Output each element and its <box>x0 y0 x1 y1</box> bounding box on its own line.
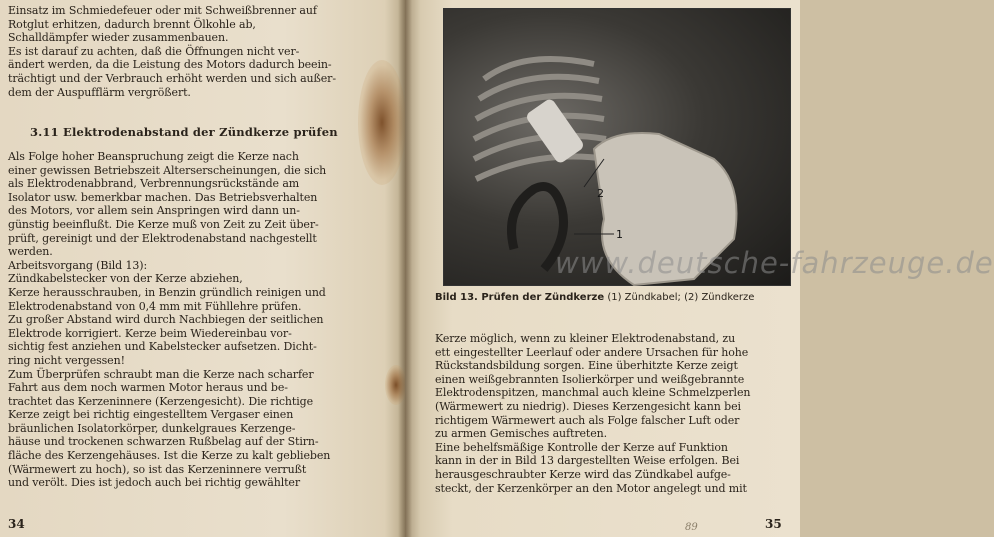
caption-legend: (1) Zündkabel; (2) Zündkerze <box>604 292 755 303</box>
text-line: des Motors, vor allem sein Anspringen wird dann un- <box>8 204 300 218</box>
text-line: fläche des Kerzengehäuses. Ist die Kerze zu kalt geblieben <box>8 449 331 463</box>
text-line: Es ist darauf zu achten, daß die Öffnungen nicht ver- <box>8 44 300 58</box>
text-line: Schalldämpfer wieder zusammenbauen. <box>8 31 229 45</box>
text-line: Zündkabelstecker von der Kerze abziehen, <box>8 272 243 286</box>
text-line: als Elektrodenabbrand, Verbrennungsrückstände am <box>8 177 300 191</box>
figure-caption <box>435 292 754 303</box>
text-line: einen weißgebrannten Isolierkörper und weißgebrannte <box>435 372 745 386</box>
text-line: zu armen Gemisches auftreten. <box>435 427 608 441</box>
text-line: Zum Überprüfen schraubt man die Kerze nach scharfer <box>8 367 314 381</box>
text-line: häuse und trockenen schwarzen Rußbelag auf der Stirn- <box>8 435 319 449</box>
page-number-left: 34 <box>8 517 25 531</box>
text-line: richtigem Wärmewert auch als Folge falscher Luft oder <box>435 413 740 427</box>
text-line: sichtig fest anziehen und Kabelstecker aufsetzen. Dicht- <box>8 340 317 354</box>
engine-photo-illustration <box>444 9 790 285</box>
text-line: Kerze möglich, wenn zu kleiner Elektrodenabstand, zu <box>435 332 736 345</box>
right-page <box>405 0 994 537</box>
text-line: Arbeitsvorgang (Bild 13): <box>8 258 148 272</box>
book-gutter <box>398 0 412 537</box>
text-line: Rückstandsbildung sorgen. Eine überhitzte Kerze zeigt <box>435 359 738 373</box>
section-heading: 3.11 Elektrodenabstand der Zündkerze prüfen <box>30 125 338 139</box>
text-line: kann in der in Bild 13 dargestellten Weise erfolgen. Bei <box>435 454 740 468</box>
figure-label-2: 2 <box>597 187 604 200</box>
text-line: bräunlichen Isolatorkörper, dunkelgraues Kerzenge- <box>8 421 296 435</box>
text-line: Zu großer Abstand wird durch Nachbiegen der seitlichen <box>8 313 324 327</box>
text-line: Rotglut erhitzen, dadurch brennt Ölkohle ab, <box>8 17 256 31</box>
figure-photo <box>443 8 791 286</box>
text-line: ett eingestellter Leerlauf oder andere Ursachen für hohe <box>435 345 749 359</box>
text-line: einer gewissen Betriebszeit Alterserscheinungen, die sich <box>8 163 327 177</box>
text-line: dem der Auspufflärm vergrößert. <box>8 85 191 99</box>
text-line: prüft, gereinigt und der Elektrodenabstand nachgestellt <box>8 231 317 245</box>
text-line: Elektrodenspitzen, manchmal auch kleine Schmelzperlen <box>435 386 751 400</box>
text-line: (Wärmewert zu niedrig). Dieses Kerzengesicht kann bei <box>435 399 741 413</box>
page-number-right: 35 <box>765 517 782 531</box>
text-line: Fahrt aus dem noch warmen Motor heraus und be- <box>8 381 288 395</box>
text-line: Elektrodenabstand von 0,4 mm mit Fühllehre prüfen. <box>8 299 302 313</box>
text-line: trächtigt und der Verbrauch erhöht werden und sich außer- <box>8 71 336 85</box>
text-line: günstig beeinflußt. Die Kerze muß von Zeit zu Zeit über- <box>8 217 319 231</box>
text-line: und verölt. Dies ist jedoch auch bei richtig gewählter <box>8 476 301 490</box>
text-line: Einsatz im Schmiedefeuer oder mit Schweißbrenner auf <box>8 4 317 17</box>
text-line: Kerze zeigt bei richtig eingestelltem Vergaser einen <box>8 408 294 422</box>
body-text-left <box>8 150 388 490</box>
text-line: Kerze herausschrauben, in Benzin gründlich reinigen und <box>8 285 326 299</box>
watermark: www.deutsche-fahrzeuge.de <box>555 246 994 280</box>
intro-paragraph <box>8 4 388 99</box>
text-line: (Wärmewert zu hoch), so ist das Kerzeninnere verrußt <box>8 462 307 476</box>
text-line: werden. <box>8 245 53 259</box>
text-line: ändert werden, da die Leistung des Motors dadurch beein- <box>8 58 332 72</box>
figure-label-1: 1 <box>616 228 623 241</box>
text-line: steckt, der Kerzenkörper an den Motor angelegt und mit <box>435 481 747 495</box>
caption-title: Bild 13. Prüfen der Zündkerze <box>435 292 605 303</box>
text-line: Isolator usw. bemerkbar machen. Das Betriebsverhalten <box>8 190 318 204</box>
text-line: ring nicht vergessen! <box>8 353 125 367</box>
body-text-right <box>435 332 790 495</box>
margin-mark: 89 <box>685 522 698 533</box>
text-line: trachtet das Kerzeninnere (Kerzengesicht). Die richtige <box>8 394 314 408</box>
left-page <box>0 0 405 537</box>
text-line: Eine behelfsmäßige Kontrolle der Kerze auf Funktion <box>435 440 728 454</box>
text-line: Als Folge hoher Beanspruchung zeigt die Kerze nach <box>8 150 299 163</box>
text-line: herausgeschraubter Kerze wird das Zündkabel aufge- <box>435 467 731 481</box>
text-line: Elektrode korrigiert. Kerze beim Wiedereinbau vor- <box>8 326 292 340</box>
